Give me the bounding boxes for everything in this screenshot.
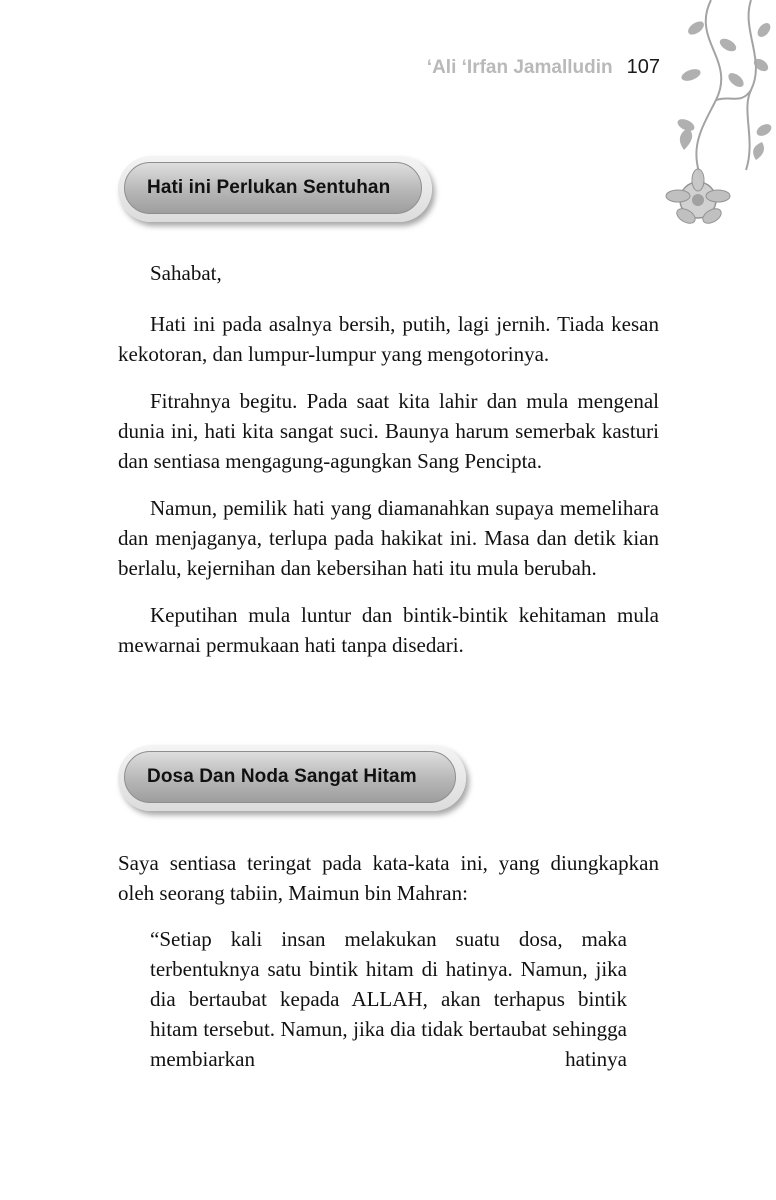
section-heading-1 [118,156,432,222]
paragraph: Fitrahnya begitu. Pada saat kita lahir dan mula mengenal dunia ini, hati kita sangat suci. Baunya harum semerbak kasturi dan sentiasa mengagung-agungkan Sang Pencipta. [118,389,659,473]
section-2-intro [118,848,659,908]
paragraph: Hati ini pada asalnya bersih, putih, lagi jernih. Tiada kesan kekotoran, dan lumpur-lumpur yang mengotorinya. [118,312,659,366]
section-heading-1-label: Hati ini Perlukan Sentuhan [124,162,422,214]
paragraph: Keputihan mula luntur dan bintik-bintik kehitaman mula mewarnai permukaan hati tanpa disedari. [118,603,659,657]
floral-vine-icon [656,0,776,250]
running-header [427,56,660,79]
section-heading-2 [118,745,466,811]
block-quote: “Setiap kali insan melakukan suatu dosa, maka terbentuknya satu bintik hitam di hatinya. Namun, jika dia bertaubat kepada ALLAH, akan terhapus bintik hitam tersebut. Namun, jika dia tidak bertaubat sehingga membiarkan hatinya [150,927,627,1071]
paragraph: Namun, pemilik hati yang diamanahkan supaya memelihara dan menjaganya, terlupa pada hakikat ini. Masa dan detik kian berlalu, kejernihan dan kebersihan hati itu mula berubah. [118,496,659,580]
section-heading-2-label: Dosa Dan Noda Sangat Hitam [124,751,456,803]
intro-paragraph: Saya sentiasa teringat pada kata-kata ini, yang diungkapkan oleh seorang tabiin, Maimun bin Mahran: [118,851,659,905]
salutation: Sahabat, [150,261,222,285]
section-1-body [118,258,659,660]
page-number: 107 [626,56,660,78]
author-name: ‘Ali ‘Irfan Jamalludin [426,57,613,78]
